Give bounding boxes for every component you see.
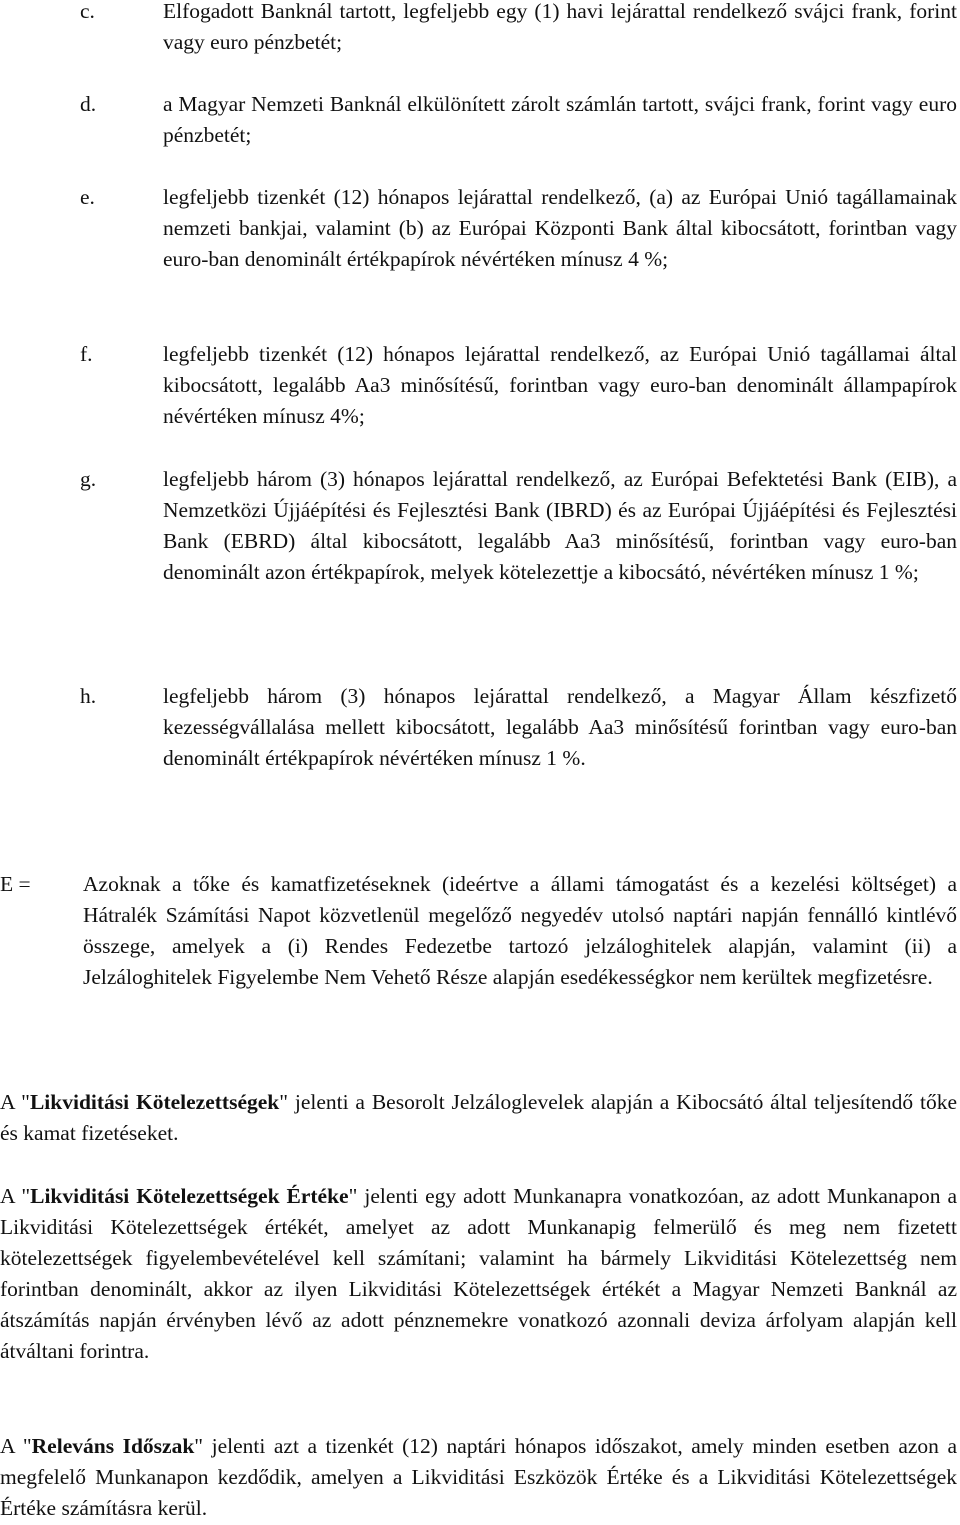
paragraph-prefix: A "	[0, 1434, 32, 1458]
defined-term: Likviditási Kötelezettségek Értéke	[30, 1184, 349, 1208]
list-item-text: a Magyar Nemzeti Banknál elkülönített zárolt számlán tartott, svájci frank, forint vagy euro pénzbetét;	[163, 92, 957, 147]
list-item-d	[80, 89, 957, 151]
list-item-text: legfeljebb három (3) hónapos lejárattal rendelkező, a Magyar Állam készfizető kezességvállalása mellett kibocsátott, legalább Aa3 minősítésű forintban vagy euro-ban denominált értékpapírok névértéken mínusz 1 %.	[163, 684, 957, 770]
definition-text: Azoknak a tőke és kamatfizetéseknek (ideértve a állami támogatást és a kezelési költséget) a Hátralék Számítási Napot közvetlenül megelőző negyedév utolsó naptári napján fennálló kintlévő összege, amelyek a (i) Rendes Fedezetbe tartozó jelzáloghitelek alapján, valamint (ii) a Jelzáloghitelek Figyelembe Nem Vehető Része alapján esedékességkor nem kerültek megfizetésre.	[83, 872, 957, 989]
list-item-label: g.	[80, 467, 97, 491]
list-item-label: f.	[80, 342, 93, 366]
list-item-f	[80, 339, 957, 432]
paragraph-prefix: A "	[0, 1090, 30, 1114]
list-item-h	[80, 681, 957, 774]
definition-e	[0, 869, 957, 993]
paragraph-likviditasi-kotelezettsegek-erteke	[0, 1181, 957, 1367]
list-item-g	[80, 464, 957, 588]
definition-label: E =	[0, 872, 31, 896]
list-item-label: e.	[80, 185, 95, 209]
list-item-label: c.	[80, 0, 95, 23]
paragraph-relevans-idoszak	[0, 1431, 957, 1524]
defined-term: Likviditási Kötelezettségek	[29, 1090, 280, 1114]
list-item-e	[80, 182, 957, 275]
list-item-text: legfeljebb tizenkét (12) hónapos lejárattal rendelkező, az Európai Unió tagállamai által kibocsátott, legalább Aa3 minősítésű, forintban vagy euro-ban denominált állampapírok névértéken mínusz 4%;	[163, 342, 957, 428]
list-item-c	[80, 0, 957, 58]
paragraph-body: " jelenti egy adott Munkanapra vonatkozóan, az adott Munkanapon a Likviditási Kötelezettségek értékét, amelyet az adott Munkanapig felmerülő és meg nem fizetett kötelezettségek figyelembevételével kell számítani; valamint ha bármely Likviditási Kötelezettség nem forintban denominált, akkor az ilyen Likviditási Kötelezettségek értékét a Magyar Nemzeti Banknál az átszámítás napján érvényben lévő az adott pénznemekre vonatkozó azonnali deviza árfolyam alapján kell átváltani forintra.	[0, 1184, 957, 1363]
paragraph-body: " jelenti a Besorolt Jelzáloglevelek alapján a Kibocsátó által teljesítendő tőke és kamat fizetéseket.	[0, 1090, 957, 1145]
paragraph-prefix: A "	[0, 1184, 31, 1208]
list-item-label: h.	[80, 684, 97, 708]
paragraph-body: " jelenti azt a tizenkét (12) naptári hónapos időszakot, amely minden esetben azon a megfelelő Munkanapon kezdődik, amelyen a Likviditási Eszközök Értéke és a Likviditási Kötelezettségek Értéke számításra kerül.	[0, 1434, 957, 1520]
list-item-text: Elfogadott Banknál tartott, legfeljebb egy (1) havi lejárattal rendelkező svájci frank, forint vagy euro pénzbetét;	[163, 0, 957, 54]
defined-term: Releváns Időszak	[31, 1434, 195, 1458]
list-item-text: legfeljebb három (3) hónapos lejárattal rendelkező, az Európai Befektetési Bank (EIB), a Nemzetközi Újjáépítési és Fejlesztési Bank (IBRD) és az Európai Újjáépítési és Fejlesztési Bank (EBRD) által kibocsátott, legalább Aa3 minősítésű, forintban vagy euro-ban denominált azon értékpapírok, melyek kötelezettje a kibocsátó, névértéken mínusz 1 %;	[163, 467, 957, 584]
list-item-text: legfeljebb tizenkét (12) hónapos lejárattal rendelkező, (a) az Európai Unió tagállamainak nemzeti bankjai, valamint (b) az Európai Központi Bank által kibocsátott, forintban vagy euro-ban denominált értékpapírok névértéken mínusz 4 %;	[163, 185, 957, 271]
paragraph-likviditasi-kotelezettsegek	[0, 1087, 957, 1149]
list-item-label: d.	[80, 92, 97, 116]
